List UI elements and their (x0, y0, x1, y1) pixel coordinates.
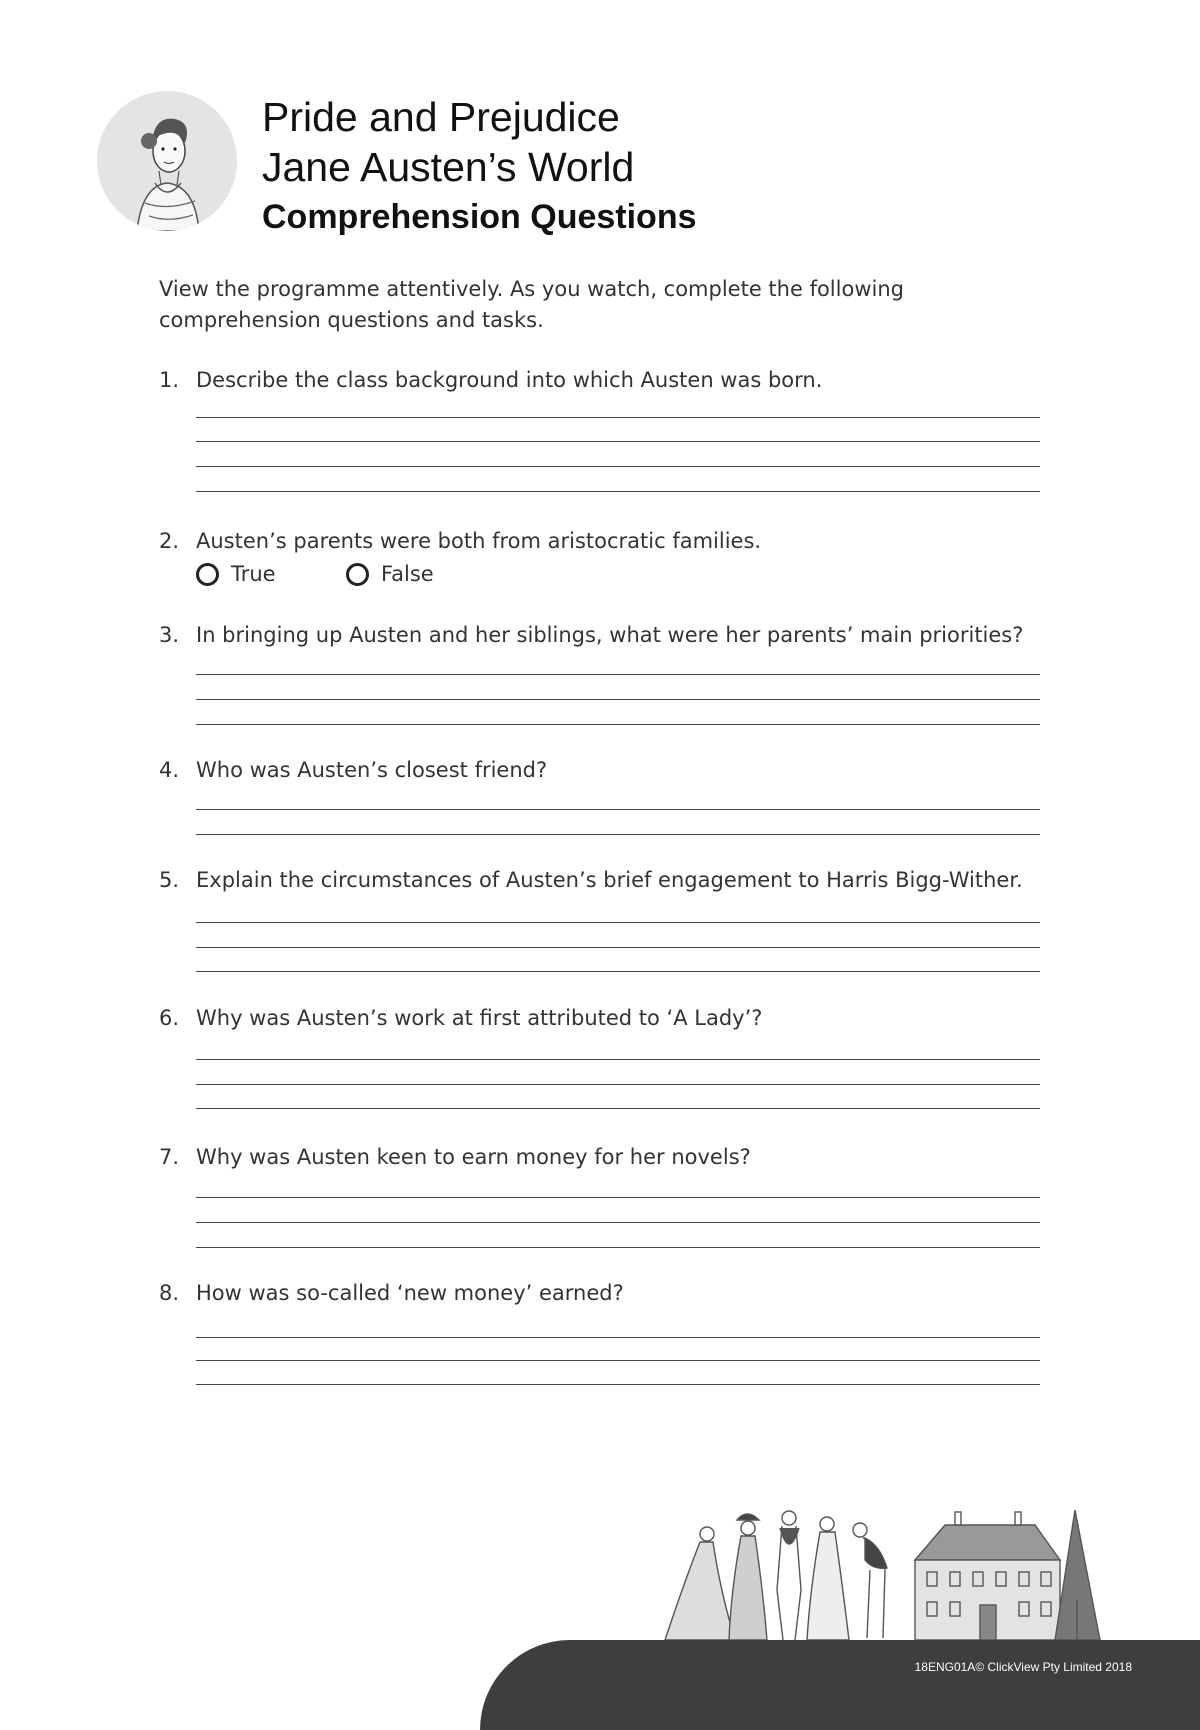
answer-line[interactable] (196, 834, 1040, 835)
title-line-1: Pride and Prejudice (262, 94, 620, 140)
copyright-text: 18ENG01A© ClickView Pty Limited 2018 (914, 1660, 1132, 1674)
radio-circle-icon[interactable] (346, 563, 369, 586)
answer-line[interactable] (196, 1059, 1040, 1060)
subtitle: Comprehension Questions (262, 198, 697, 236)
answer-line[interactable] (196, 922, 1040, 923)
question-number: 4. (159, 758, 180, 782)
answer-line[interactable] (196, 1247, 1040, 1248)
title-block (262, 92, 697, 240)
question-text: Why was Austen keen to earn money for her novels? (196, 1145, 751, 1169)
answer-line[interactable] (196, 699, 1040, 700)
footer-bar (480, 1640, 1200, 1730)
answer-line[interactable] (196, 1384, 1040, 1385)
radio-circle-icon[interactable] (196, 563, 219, 586)
option-label: True (231, 562, 276, 586)
answer-line[interactable] (196, 1222, 1040, 1223)
question-number: 7. (159, 1145, 180, 1169)
answer-line[interactable] (196, 674, 1040, 675)
answer-line[interactable] (196, 1337, 1040, 1338)
question-text: Explain the circumstances of Austen’s brief engagement to Harris Bigg-Wither. (196, 868, 1023, 892)
answer-line[interactable] (196, 724, 1040, 725)
question-text: Who was Austen’s closest friend? (196, 758, 548, 782)
regency-figures-illustration (655, 1500, 1115, 1645)
question-number: 2. (159, 529, 180, 553)
option-false[interactable] (346, 562, 434, 586)
answer-line[interactable] (196, 491, 1040, 492)
question-number: 6. (159, 1006, 180, 1030)
question-number: 1. (159, 368, 180, 392)
question-text: In bringing up Austen and her siblings, what were her parents’ main priorities? (196, 623, 1024, 647)
option-label: False (381, 562, 434, 586)
answer-line[interactable] (196, 466, 1040, 467)
question-text: Austen’s parents were both from aristocratic families. (196, 529, 762, 553)
answer-line[interactable] (196, 1360, 1040, 1361)
question-number: 3. (159, 623, 180, 647)
question-number: 8. (159, 1281, 180, 1305)
answer-line[interactable] (196, 417, 1040, 418)
answer-line[interactable] (196, 809, 1040, 810)
author-portrait-image (97, 91, 237, 231)
question-text: Describe the class background into which Austen was born. (196, 368, 823, 392)
answer-line[interactable] (196, 1197, 1040, 1198)
answer-line[interactable] (196, 947, 1040, 948)
option-true[interactable] (196, 562, 276, 586)
intro-paragraph: View the programme attentively. As you watch, complete the following comprehension questions and tasks. (159, 277, 904, 332)
question-text: Why was Austen’s work at first attributed to ‘A Lady’? (196, 1006, 763, 1030)
question-number: 5. (159, 868, 180, 892)
answer-line[interactable] (196, 441, 1040, 442)
question-text: How was so-called ‘new money’ earned? (196, 1281, 624, 1305)
title-line-2: Jane Austen’s World (262, 144, 635, 190)
answer-line[interactable] (196, 1084, 1040, 1085)
answer-line[interactable] (196, 1108, 1040, 1109)
answer-line[interactable] (196, 971, 1040, 972)
